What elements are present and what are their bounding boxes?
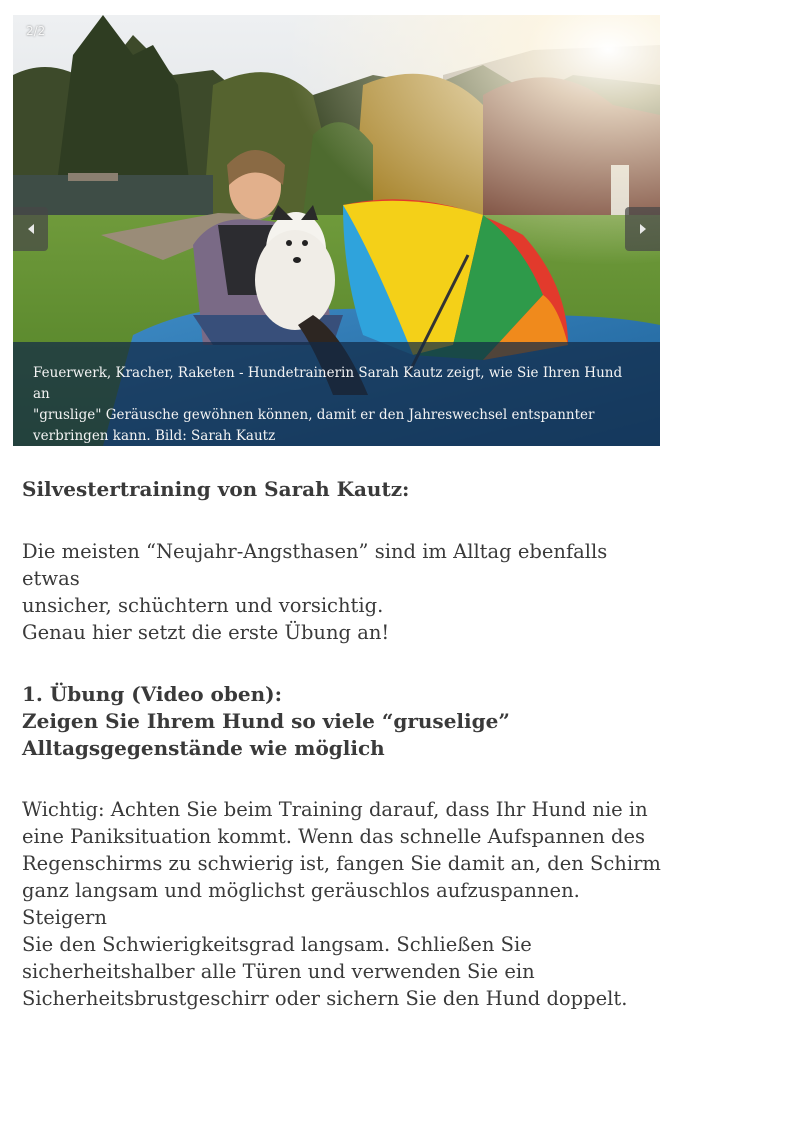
article-body	[22, 476, 662, 1012]
paragraph-line: Die meisten “Neujahr-Angsthasen” sind im Alltag ebenfalls etwas	[22, 540, 608, 590]
article-heading: Silvestertraining von Sarah Kautz:	[22, 477, 410, 501]
note-paragraph	[22, 796, 662, 1012]
paragraph-line: Sicherheitsbrustgeschirr oder sichern Sie den Hund doppelt.	[22, 987, 628, 1010]
slide-caption	[13, 342, 660, 446]
chevron-right-icon	[638, 223, 648, 235]
exercise-heading-line: 1. Übung (Video oben):	[22, 682, 282, 706]
paragraph-line: unsicher, schüchtern und vorsichtig.	[22, 594, 384, 617]
caption-line: verbringen kann. Bild: Sarah Kautz	[33, 428, 276, 444]
paragraph-line: Regenschirms zu schwierig ist, fangen Sie damit an, den Schirm	[22, 852, 661, 875]
slide-counter: 2/2	[26, 24, 46, 38]
paragraph-line: ganz langsam und möglichst geräuschlos aufzuspannen. Steigern	[22, 879, 580, 929]
intro-paragraph	[22, 538, 662, 646]
exercise-heading-line: Zeigen Sie Ihrem Hund so viele “gruselige”	[22, 709, 510, 733]
caption-line: Feuerwerk, Kracher, Raketen - Hundetrainerin Sarah Kautz zeigt, wie Sie Ihren Hund an	[33, 365, 623, 402]
paragraph-line: Genau hier setzt die erste Übung an!	[22, 621, 390, 644]
image-slideshow[interactable]	[13, 15, 660, 446]
paragraph-line: eine Paniksituation kommt. Wenn das schnelle Aufspannen des	[22, 825, 646, 848]
paragraph-line: sicherheitshalber alle Türen und verwenden Sie ein	[22, 960, 535, 983]
exercise-heading	[22, 681, 662, 762]
paragraph-line: Wichtig: Achten Sie beim Training darauf, dass Ihr Hund nie in	[22, 798, 648, 821]
paragraph-line: Sie den Schwierigkeitsgrad langsam. Schließen Sie	[22, 933, 532, 956]
exercise-heading-line: Alltagsgegenstände wie möglich	[22, 736, 385, 760]
next-slide-button[interactable]	[625, 207, 660, 251]
caption-line: "gruslige" Geräusche gewöhnen können, damit er den Jahreswechsel entspannter	[33, 407, 595, 423]
chevron-left-icon	[26, 223, 36, 235]
previous-slide-button[interactable]	[13, 207, 48, 251]
